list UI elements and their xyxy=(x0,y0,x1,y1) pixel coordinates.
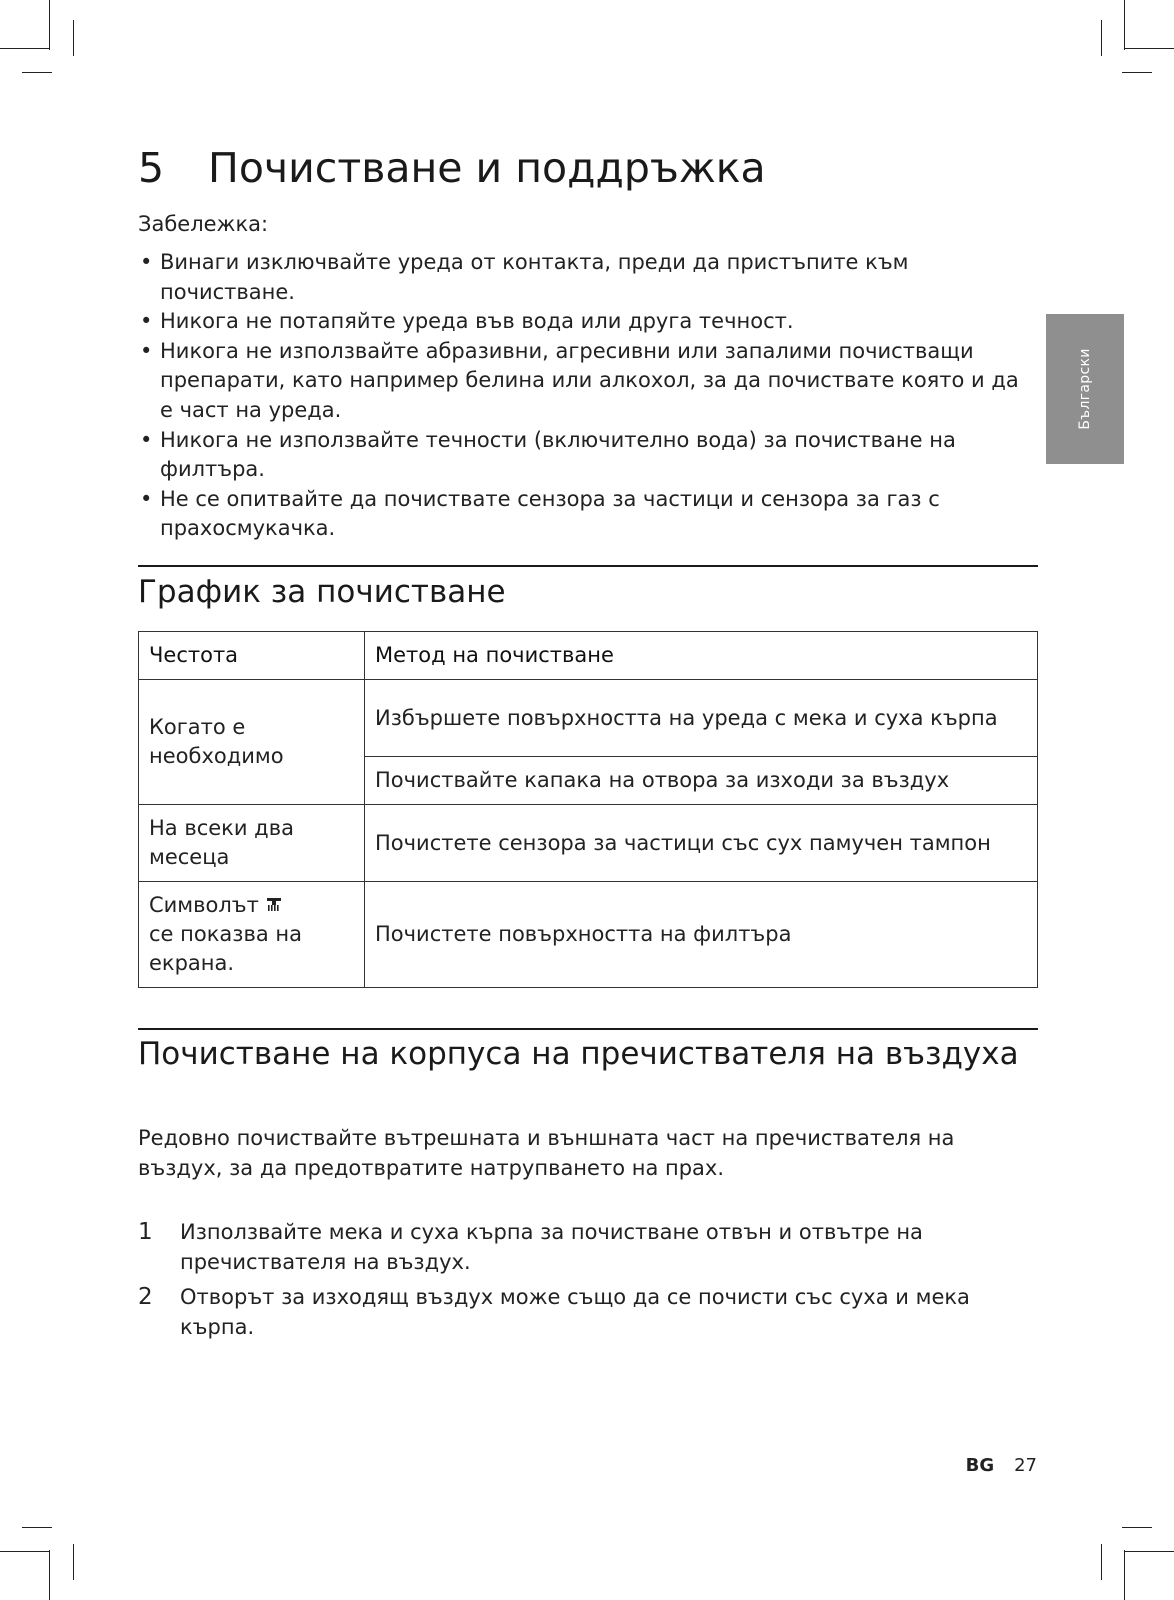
bullet-icon: • xyxy=(140,250,153,274)
note-item-text: Никога не използвайте абразивни, агресивни или запалими почистващи препарати, като например белина или алкохол, за да почиствате която и да е част на уреда. xyxy=(160,338,1019,422)
language-side-tab xyxy=(1046,314,1124,464)
note-item xyxy=(138,248,1038,307)
table-row xyxy=(139,882,1038,988)
method-cell: Почистете сензора за частици със сух памучен тампон xyxy=(365,805,1038,882)
cleaning-schedule-table xyxy=(138,631,1038,988)
crop-mark xyxy=(73,20,74,56)
note-item-text: Никога не използвайте течности (включително вода) за почистване на филтъра. xyxy=(160,427,956,482)
table-row xyxy=(139,805,1038,882)
method-cell: Избършете повърхността на уреда с мека и суха кърпа xyxy=(365,680,1038,757)
note-list xyxy=(138,248,1038,544)
schedule-heading: График за почистване xyxy=(138,574,506,610)
frequency-text: Символът xyxy=(149,893,259,917)
chapter-title-text: Почистване и поддръжка xyxy=(208,144,766,192)
chapter-title xyxy=(138,144,766,192)
bullet-icon: • xyxy=(140,427,153,452)
bullet-icon: • xyxy=(140,309,153,334)
note-item xyxy=(138,485,1038,544)
section-divider xyxy=(138,565,1038,567)
crop-mark xyxy=(1122,72,1152,73)
crop-mark xyxy=(1101,1544,1102,1580)
crop-mark xyxy=(1124,48,1174,49)
step-item xyxy=(138,1218,1038,1277)
note-item-text: Не се опитвайте да почиствате сензора за частици и сензора за газ с прахосмукачка. xyxy=(160,486,940,541)
crop-mark xyxy=(1122,1527,1152,1528)
housing-intro: Редовно почиствайте вътрешната и външната част на пречиствателя на въздух, за да предотвратите натрупването на прах. xyxy=(138,1126,955,1180)
frequency-cell xyxy=(139,882,365,988)
page-number: 27 xyxy=(1014,1455,1037,1476)
note-item xyxy=(138,337,1038,426)
method-cell: Почистете повърхността на филтъра xyxy=(365,882,1038,988)
step-number: 2 xyxy=(138,1284,153,1311)
bullet-icon: • xyxy=(140,338,153,363)
note-item xyxy=(138,426,1038,485)
crop-mark xyxy=(0,48,50,49)
table-header-row xyxy=(139,632,1038,680)
crop-mark xyxy=(49,1550,50,1600)
step-text: Отворът за изходящ въздух може също да се почисти със суха и мека кърпа. xyxy=(180,1285,970,1339)
language-side-tab-label: Български xyxy=(1077,348,1093,430)
crop-mark xyxy=(22,1527,52,1528)
section-divider xyxy=(138,1028,1038,1030)
table-row xyxy=(139,680,1038,757)
bullet-icon: • xyxy=(140,486,153,511)
note-item-text: Винаги изключвайте уреда от контакта, преди да пристъпите към почистване. xyxy=(160,250,909,304)
note-item-text: Никога не потапяйте уреда във вода или друга течност. xyxy=(160,309,794,334)
note-item xyxy=(138,307,1038,337)
page-footer xyxy=(966,1455,1037,1476)
note-label: Забележка: xyxy=(138,212,269,236)
housing-heading: Почистване на корпуса на пречиствателя на въздуха xyxy=(138,1036,1019,1072)
chapter-number: 5 xyxy=(138,144,165,192)
crop-mark xyxy=(1124,1550,1125,1600)
crop-mark xyxy=(0,1551,50,1552)
table-header-method: Метод на почистване xyxy=(365,632,1038,680)
method-cell: Почиствайте капака на отвора за изходи за въздух xyxy=(365,757,1038,805)
step-item xyxy=(138,1283,1038,1342)
footer-language: BG xyxy=(965,1455,995,1476)
crop-mark xyxy=(1101,20,1102,56)
filter-clean-icon xyxy=(266,897,282,913)
crop-mark xyxy=(22,72,52,73)
frequency-text: се показва на екрана. xyxy=(149,922,302,975)
frequency-cell: На всеки два месеца xyxy=(139,805,365,882)
crop-mark xyxy=(73,1544,74,1580)
crop-mark xyxy=(1124,0,1125,50)
table-header-frequency: Честота xyxy=(139,632,365,680)
crop-mark xyxy=(49,0,50,50)
step-text: Използвайте мека и суха кърпа за почистване отвън и отвътре на пречиствателя на въздух. xyxy=(180,1220,923,1274)
crop-mark xyxy=(1124,1551,1174,1552)
step-number: 1 xyxy=(138,1219,153,1245)
housing-steps xyxy=(138,1218,1038,1348)
frequency-cell: Когато е необходимо xyxy=(139,680,365,805)
